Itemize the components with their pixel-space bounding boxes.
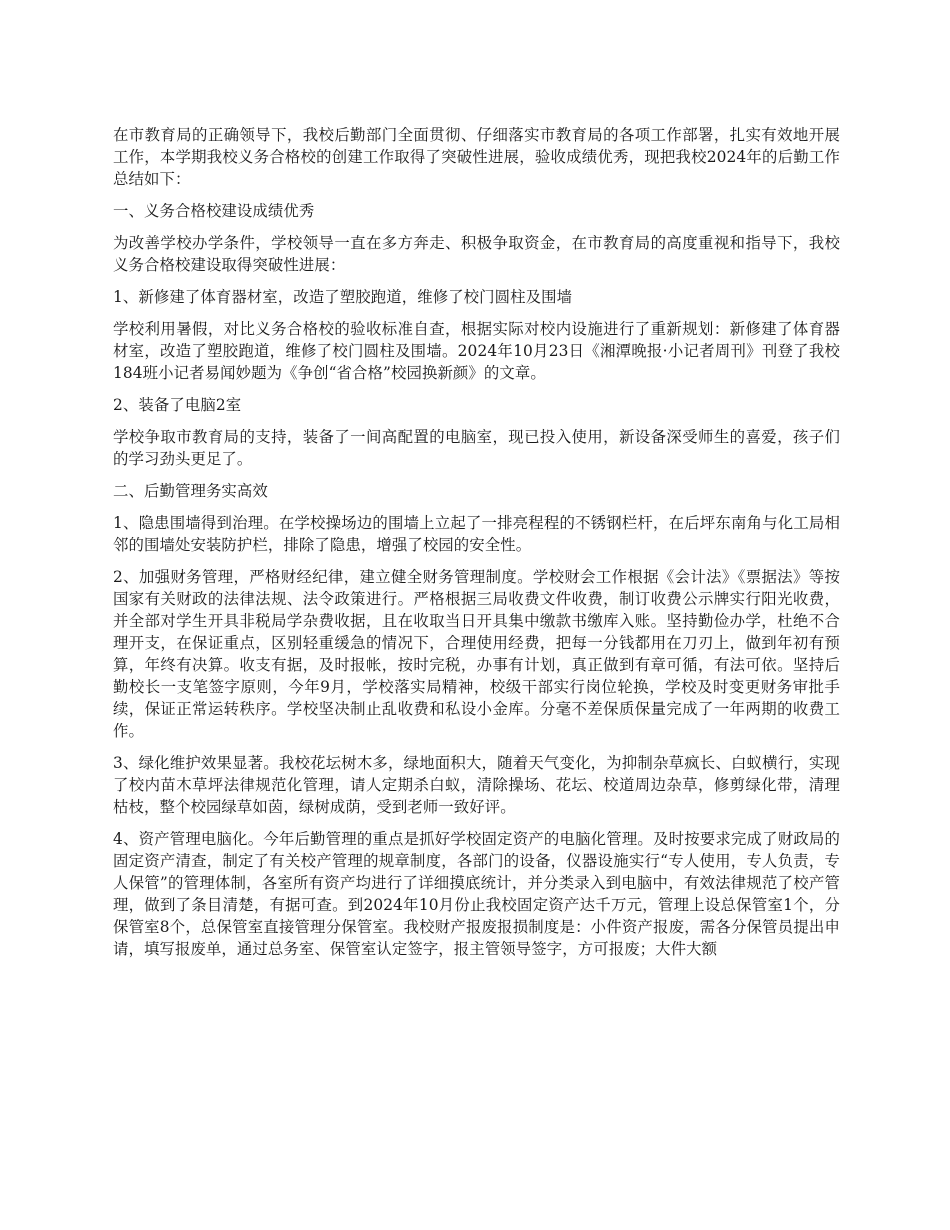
intro-paragraph: 在市教育局的正确领导下，我校后勤部门全面贯彻、仔细落实市教育局的各项工作部署，扎实有效地开展工作，本学期我校义务合格校的创建工作取得了突破性进展，验收成绩优秀，现把我校2024年的后勤工作总结如下： — [113, 126, 840, 188]
document-body — [113, 124, 840, 970]
subsection-1-2-paragraph: 学校争取市教育局的支持，装备了一间高配置的电脑室，现已投入使用，新设备深受师生的喜爱，孩子们的学习劲头更足了。 — [113, 428, 840, 468]
section-heading-2: 二、后勤管理务实高效 — [113, 482, 268, 500]
subsection-heading-1-1: 1、新修建了体育器材室，改造了塑胶跑道，维修了校门圆柱及围墙 — [113, 288, 573, 306]
section-2-item-4: 4、资产管理电脑化。今年后勤管理的重点是抓好学校固定资产的电脑化管理。及时按要求完成了财政局的固定资产清查，制定了有关校产管理的规章制度，各部门的设备，仪器设施实行“专人使用，专人负责，专人保管”的管理体制，各室所有资产均进行了详细摸底统计，并分类录入到电脑中，有效法律规范了校产管理，做到了条目清楚，有据可查。到2024年10月份止我校固定资产达千万元，管理上设总保管室1个，分保管室8个，总保管室直接管理分保管室。我校财产报废报损制度是：小件资产报废，需各分保管员提出申请，填写报废单，通过总务室、保管室认定签字，报主管领导签字，方可报废；大件大额 — [113, 830, 840, 958]
subsection-1-1-paragraph: 学校利用暑假，对比义务合格校的验收标准自查，根据实际对校内设施进行了重新规划：新修建了体育器材室，改造了塑胶跑道，维修了校门圆柱及围墙。2024年10月23日《湘潭晚报·小记者周刊》刊登了我校184班小记者易闻妙题为《争创“省合格”校园换新颜》的文章。 — [113, 320, 840, 382]
section-2-item-3: 3、绿化维护效果显著。我校花坛树木多，绿地面积大，随着天气变化，为抑制杂草疯长、白蚁横行，实现了校内苗木草坪法律规范化管理，请人定期杀白蚁，清除操场、花坛、校道周边杂草，修剪绿化带，清理枯枝，整个校园绿草如茵，绿树成荫，受到老师一致好评。 — [113, 754, 840, 816]
section-2-item-2: 2、加强财务管理，严格财经纪律，建立健全财务管理制度。学校财会工作根据《会计法》《票据法》等按国家有关财政的法律法规、法令政策进行。严格根据三局收费文件收费，制订收费公示牌实行阳光收费，并全部对学生开具非税局学杂费收据，且在收取当日开具集中缴款书缴库入账。坚持勤俭办学，杜绝不合理开支，在保证重点，区别轻重缓急的情况下，合理使用经费，把每一分钱都用在刀刃上，做到年初有预算，年终有决算。收支有据，及时报帐，按时完税，办事有计划，真正做到有章可循，有法可依。坚持后勤校长一支笔签字原则，今年9月，学校落实局精神，校级干部实行岗位轮换，学校及时变更财务审批手续，保证正常运转秩序。学校坚决制止乱收费和私设小金库。分毫不差保质保量完成了一年两期的收费工作。 — [113, 568, 840, 740]
subsection-heading-1-2: 2、装备了电脑2室 — [113, 396, 242, 414]
section-heading-1: 一、义务合格校建设成绩优秀 — [113, 202, 315, 220]
section-1-paragraph: 为改善学校办学条件，学校领导一直在多方奔走、积极争取资金，在市教育局的高度重视和指导下，我校义务合格校建设取得突破性进展： — [113, 234, 840, 274]
section-2-item-1: 1、隐患围墙得到治理。在学校操场边的围墙上立起了一排亮程程的不锈钢栏杆，在后坪东南角与化工局相邻的围墙处安装防护栏，排除了隐患，增强了校园的安全性。 — [113, 514, 840, 554]
